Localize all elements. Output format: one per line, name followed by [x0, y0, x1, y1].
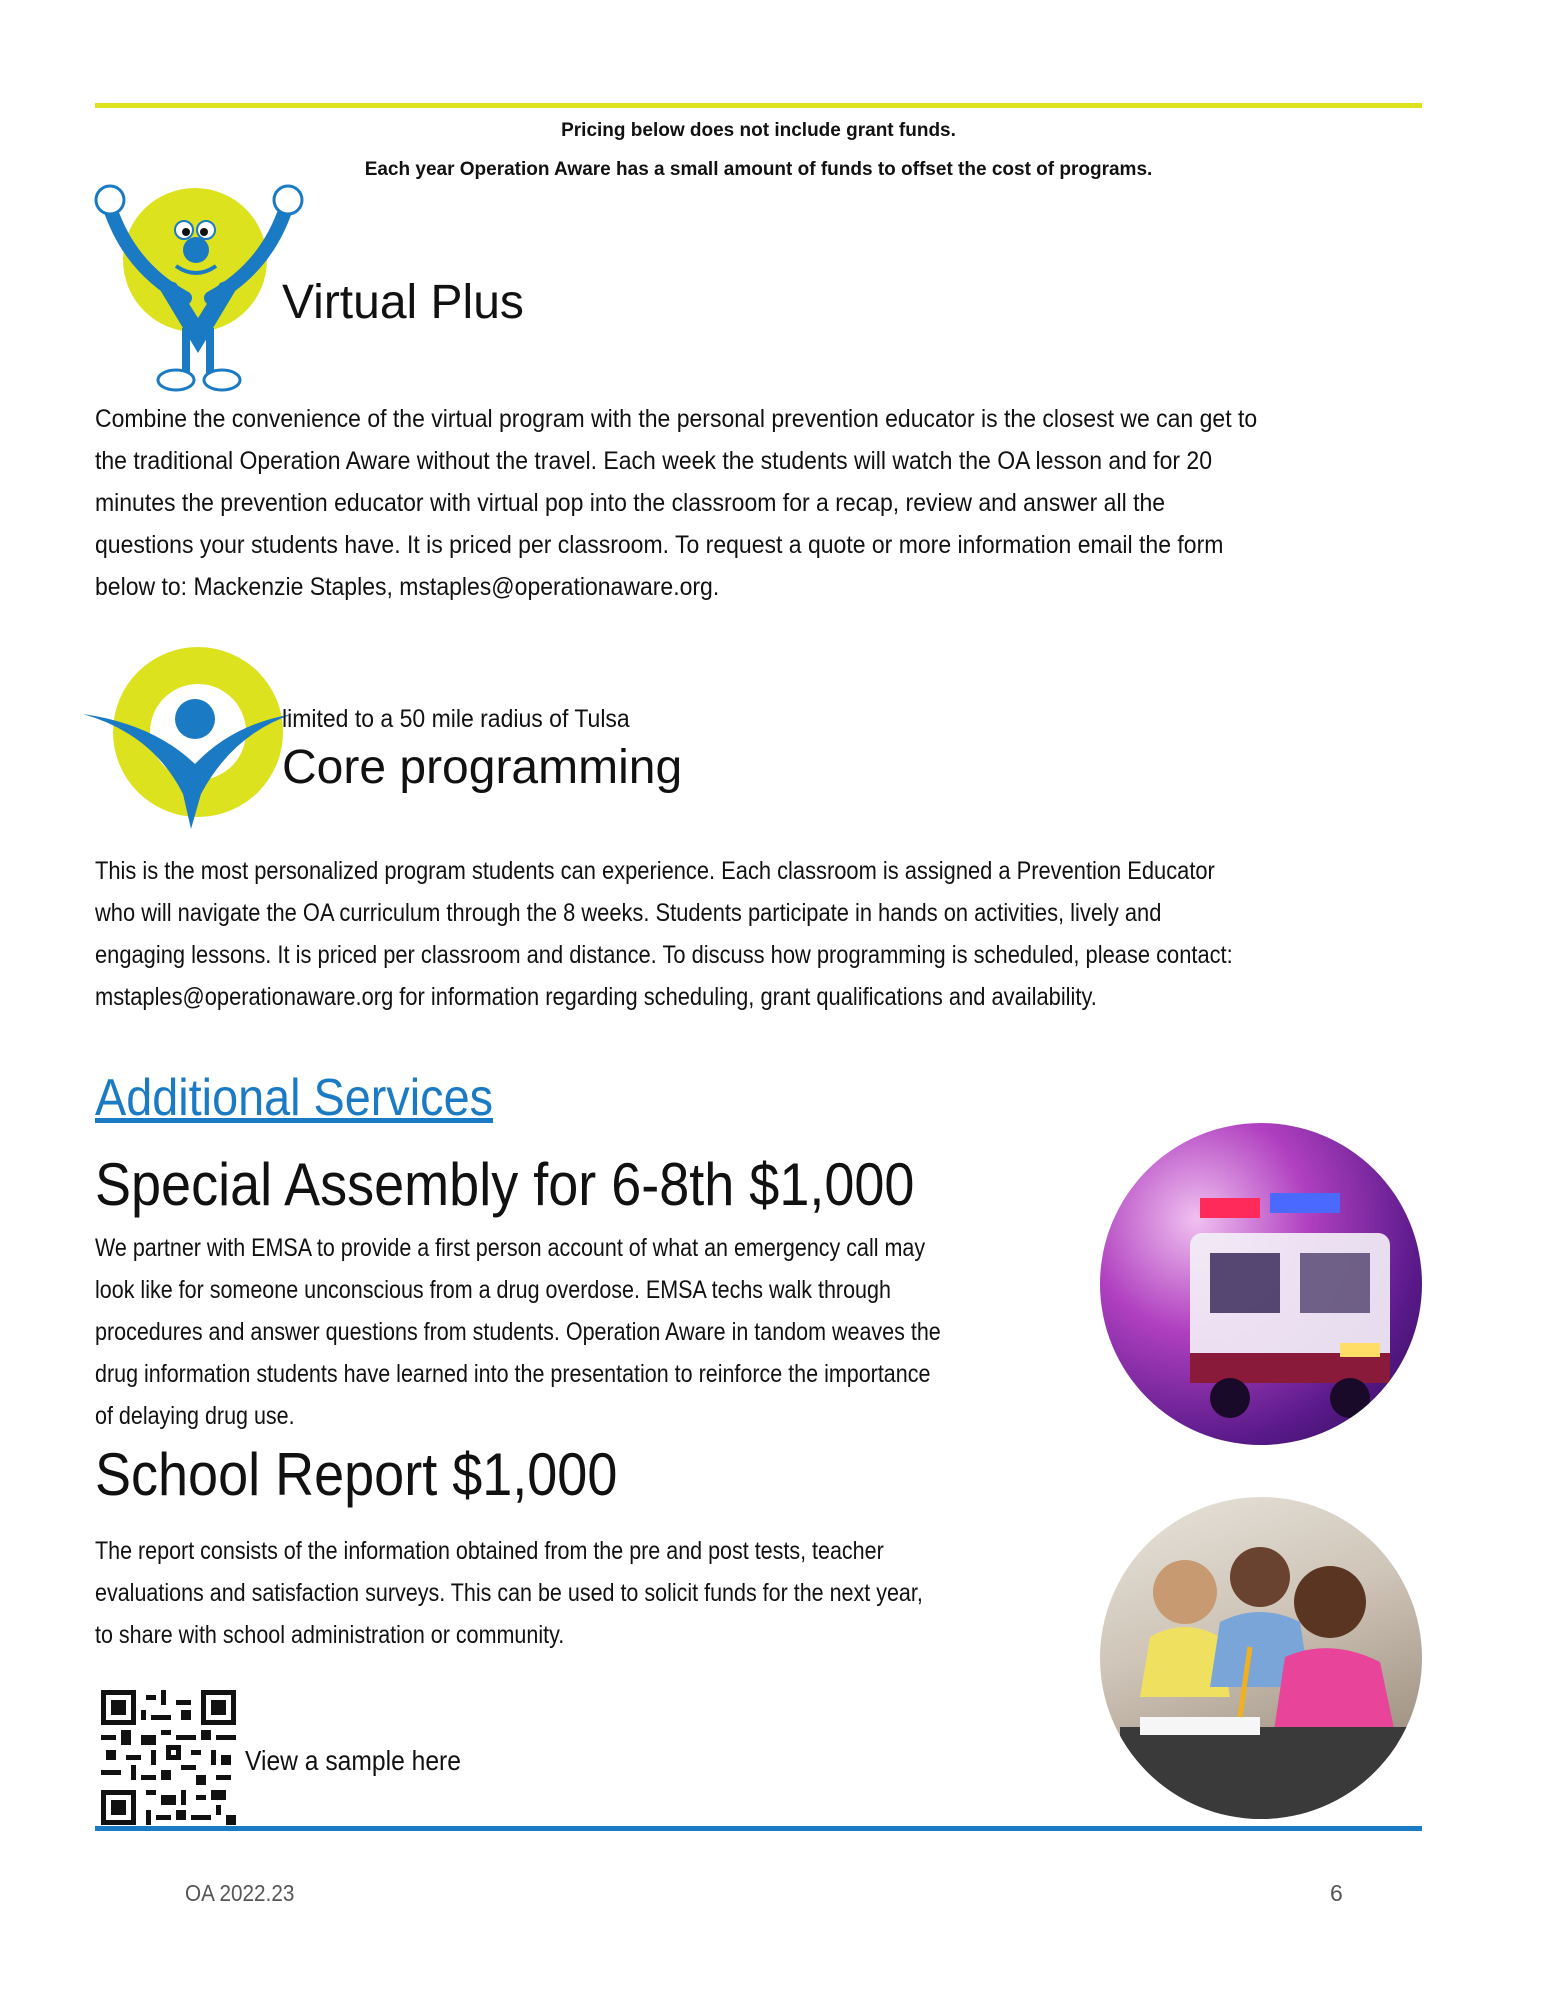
mascot-illustration: [90, 178, 312, 396]
virtual-plus-line: below to: Mackenzie Staples, mstaples@operationaware.org.: [95, 573, 720, 601]
virtual-plus-line: Combine the convenience of the virtual program with the personal prevention educator is the closest we can get to: [95, 405, 1258, 433]
pricing-notice-line-1: Pricing below does not include grant funds.: [561, 120, 956, 141]
school-report-title: School Report $1,000: [95, 1441, 618, 1508]
core-line: who will navigate the OA curriculum through the 8 weeks. Students participate in hands on activities, lively and: [95, 899, 1162, 927]
virtual-plus-line: minutes the prevention educator with virtual pop into the classroom for a recap, review and answer all the: [95, 489, 1166, 517]
virtual-plus-line: the traditional Operation Aware without the travel. Each week the students will watch the OA lesson and for 20: [95, 447, 1212, 475]
report-line: to share with school administration or community.: [95, 1621, 565, 1649]
core-description: [95, 850, 1475, 1018]
pricing-notice-line-2: Each year Operation Aware has a small amount of funds to offset the cost of programs.: [364, 159, 1153, 180]
assembly-line: of delaying drug use.: [95, 1402, 295, 1430]
core-radius-note: limited to a 50 mile radius of Tulsa: [282, 705, 630, 733]
operation-aware-logo: [83, 644, 293, 834]
qr-code[interactable]: [101, 1690, 236, 1825]
core-line: This is the most personalized program students can experience. Each classroom is assigned a Prevention Educator: [95, 857, 1215, 885]
additional-services-link[interactable]: Additional Services: [95, 1069, 494, 1127]
virtual-plus-line: questions your students have. It is priced per classroom. To request a quote or more information email the form: [95, 531, 1224, 559]
special-assembly-title: Special Assembly for 6-8th $1,000: [95, 1151, 915, 1218]
footer-edition: OA 2022.23: [185, 1880, 295, 1906]
report-line: evaluations and satisfaction surveys. This can be used to solicit funds for the next year,: [95, 1579, 923, 1607]
top-rule: [95, 103, 1422, 108]
assembly-line: look like for someone unconscious from a drug overdose. EMSA techs walk through: [95, 1276, 891, 1304]
virtual-plus-description: [95, 398, 1435, 608]
qr-caption[interactable]: View a sample here: [245, 1745, 461, 1776]
report-line: The report consists of the information obtained from the pre and post tests, teacher: [95, 1537, 884, 1565]
core-line: mstaples@operationaware.org for information regarding scheduling, grant qualifications and availability.: [95, 983, 1097, 1011]
assembly-line: We partner with EMSA to provide a first person account of what an emergency call may: [95, 1234, 926, 1262]
core-line: engaging lessons. It is priced per classroom and distance. To discuss how programming is scheduled, please contact:: [95, 941, 1233, 969]
assembly-line: procedures and answer questions from students. Operation Aware in tandom weaves the: [95, 1318, 941, 1346]
page-number: 6: [1330, 1880, 1343, 1906]
core-programming-title: Core programming: [282, 741, 683, 794]
students-photo: [1100, 1497, 1422, 1819]
school-report-description: [95, 1530, 1085, 1656]
ambulance-photo: [1100, 1123, 1422, 1445]
assembly-line: drug information students have learned into the presentation to reinforce the importance: [95, 1360, 931, 1388]
virtual-plus-title: Virtual Plus: [282, 276, 524, 329]
bottom-rule: [95, 1826, 1422, 1831]
special-assembly-description: [95, 1227, 1085, 1437]
